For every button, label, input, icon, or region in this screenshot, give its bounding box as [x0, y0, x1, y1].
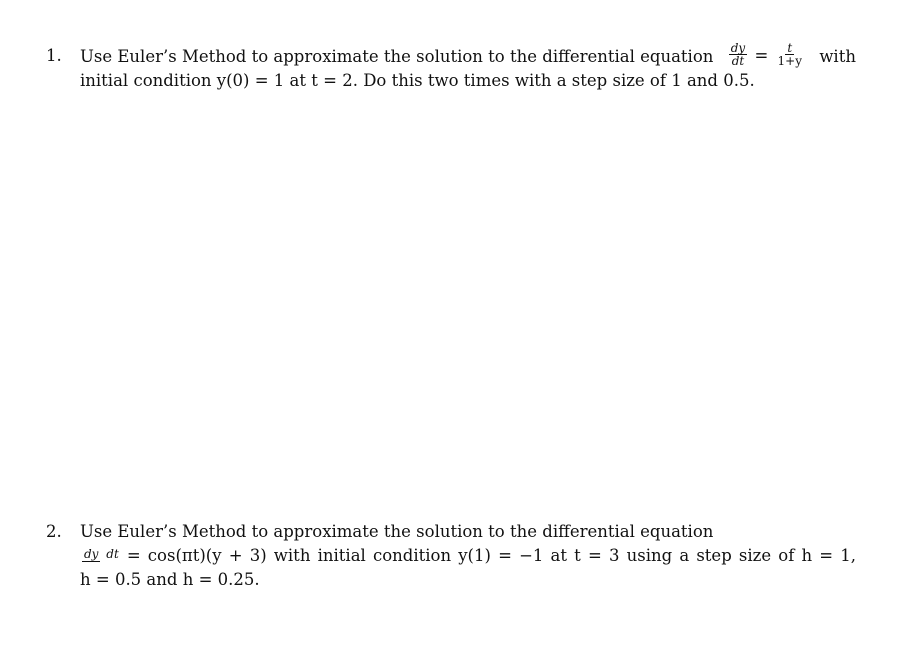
derivative-numerator: dy [84, 547, 99, 561]
problem-2 [46, 520, 856, 592]
clipped-header-text [388, 0, 498, 2]
derivative-denominator: dt [731, 54, 745, 68]
problem-1 [46, 41, 856, 93]
rhs-denominator: 1+y [777, 54, 802, 68]
problem-1-intro-text: Use Euler’s Method to approximate the solution to the differential equation [80, 46, 714, 66]
problem-2-line-1: Use Euler’s Method to approximate the solution to the differential equation [80, 522, 714, 541]
derivative-denominator: dt [106, 547, 119, 561]
problem-2-line-2-text [123, 544, 856, 568]
problem-1-body [80, 41, 856, 93]
derivative-fraction [82, 548, 121, 560]
problem-2-line-2 [80, 544, 856, 568]
equals-sign: = [754, 46, 769, 65]
problem-2-line-3: h = 0.5 and h = 0.25. [80, 570, 260, 589]
problem-2-equation-rest: = cos(πt)(y + 3) with initial condition y(1) = −1 at t = 3 using a step size of h = 1, [126, 546, 856, 565]
problem-1-equation [727, 41, 806, 69]
problem-2-body [80, 520, 856, 592]
problem-1-number: 1. [46, 46, 62, 65]
problem-1-line-2: initial condition y(0) = 1 at t = 2. Do this two times with a step size of 1 and 0.5. [80, 71, 755, 90]
problem-2-number: 2. [46, 522, 62, 541]
rhs-numerator: t [787, 41, 793, 55]
derivative-numerator: dy [730, 41, 746, 55]
problem-1-with-text: with [819, 46, 856, 66]
problem-1-line-1 [80, 41, 856, 69]
rhs-fraction [776, 42, 804, 67]
derivative-fraction [729, 42, 747, 67]
